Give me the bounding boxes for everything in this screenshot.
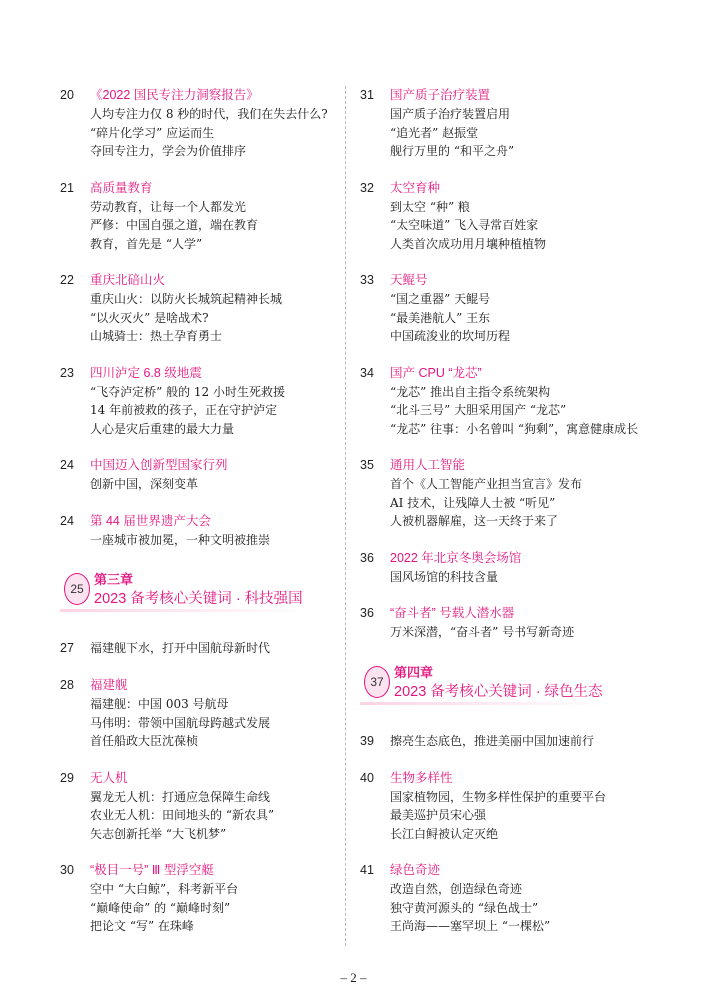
entry-subtitle[interactable]: 国产质子治疗装置启用 — [390, 107, 511, 121]
toc-entry[interactable] — [360, 271, 660, 346]
entry-subtitle[interactable]: 舰行万里的 “和平之舟” — [390, 144, 515, 158]
entry-subtitle[interactable]: 长江白鲟被认定灭绝 — [390, 826, 499, 841]
toc-entry-list — [360, 732, 660, 936]
entry-page-number: 36 — [360, 550, 374, 565]
entry-page-number: 36 — [360, 606, 374, 620]
entry-title[interactable]: 《2022 国民专注力洞察报告》 — [90, 88, 259, 102]
toc-entry[interactable] — [360, 732, 660, 751]
entry-body — [390, 604, 660, 642]
toc-entry[interactable] — [360, 604, 660, 642]
entry-page-number: 20 — [60, 88, 74, 102]
entry-title[interactable]: 国产 CPU “龙芯” — [390, 365, 482, 380]
entry-subtitle[interactable]: 14 年前被救的孩子，正在守护泸定 — [90, 403, 278, 417]
chapter-header — [60, 567, 330, 623]
entry-subtitle[interactable]: 福建舰：中国 003 号航母 — [90, 697, 229, 711]
entry-subtitle[interactable]: “飞夺泸定桥” 般的 12 小时生死救援 — [90, 384, 285, 399]
entry-body — [390, 769, 660, 844]
entry-subtitle[interactable]: “龙芯” 往事：小名曾叫 “狗剩”，寓意健康成长 — [390, 421, 639, 436]
entry-subtitle[interactable]: 把论文 “写” 在珠峰 — [90, 919, 194, 933]
toc-entry[interactable] — [360, 364, 660, 439]
entry-title[interactable]: 天鲲号 — [390, 273, 428, 287]
entry-subtitle[interactable]: 福建舰下水，打开中国航母新时代 — [90, 641, 271, 655]
entry-page-number: 40 — [360, 770, 374, 785]
entry-body — [390, 179, 660, 254]
toc-entry-list — [60, 639, 330, 936]
entry-body — [90, 769, 330, 844]
chapter-page-badge: 25 — [64, 573, 90, 605]
entry-page-number: 33 — [360, 273, 374, 287]
entry-title[interactable]: 福建舰 — [90, 678, 128, 692]
toc-entry[interactable] — [360, 549, 660, 587]
entry-subtitle[interactable]: 首个《人工智能产业担当宣言》发布 — [390, 477, 583, 491]
entry-subtitle[interactable]: 中国疏浚业的坎坷历程 — [390, 329, 511, 343]
entry-body — [90, 364, 330, 439]
entry-subtitle[interactable]: 到太空 “种” 粮 — [390, 199, 470, 214]
entry-subtitle[interactable]: 翼龙无人机：打通应急保障生命线 — [90, 789, 271, 804]
toc-entry[interactable] — [60, 512, 330, 550]
entry-body — [90, 86, 330, 161]
entry-title[interactable]: 太空育种 — [390, 180, 441, 195]
entry-body — [390, 861, 660, 936]
entry-subtitle[interactable]: “太空味道” 飞入寻常百姓家 — [390, 218, 539, 232]
entry-subtitle[interactable]: 最美巡护员宋心强 — [390, 808, 487, 822]
entry-subtitle[interactable]: 山城骑士：热土孕育勇士 — [90, 329, 223, 343]
entry-title[interactable]: 重庆北碚山火 — [90, 273, 166, 287]
chapter-title[interactable]: 2023 备考核心关键词 · 科技强国 — [94, 591, 303, 607]
entry-subtitle[interactable]: 王尚海——塞罕坝上 “一棵松” — [390, 919, 551, 933]
entry-body — [390, 732, 660, 751]
toc-entry[interactable] — [60, 639, 330, 658]
entry-subtitle[interactable]: 国家植物园，生物多样性保护的重要平台 — [390, 789, 607, 804]
entry-page-number: 34 — [360, 365, 374, 380]
entry-page-number: 41 — [360, 863, 374, 877]
entry-subtitle[interactable]: AI 技术，让残障人士被 “听见” — [390, 495, 556, 510]
toc-entry[interactable] — [60, 676, 330, 751]
entry-title[interactable]: 通用人工智能 — [390, 458, 466, 472]
chapter-underline — [360, 702, 610, 705]
entry-page-number: 24 — [60, 458, 74, 472]
entry-title[interactable]: 四川泸定 6.8 级地震 — [90, 365, 202, 380]
entry-subtitle[interactable]: “巅峰使命” 的 “巅峰时刻” — [90, 900, 231, 915]
toc-entry[interactable] — [360, 179, 660, 254]
entry-subtitle[interactable]: “以火灭火” 是啥战术? — [90, 310, 209, 325]
toc-entry[interactable] — [60, 769, 330, 844]
chapter-title[interactable]: 2023 备考核心关键词 · 绿色生态 — [394, 683, 603, 700]
entry-page-number: 32 — [360, 180, 374, 195]
entry-subtitle[interactable]: 一座城市被加冕，一种文明被推崇 — [90, 532, 271, 547]
chapter-underline — [60, 609, 310, 612]
entry-subtitle[interactable]: 人心是灾后重建的最大力量 — [90, 421, 235, 436]
toc-entry-list — [360, 86, 660, 642]
entry-body — [90, 456, 330, 494]
entry-title[interactable]: 生物多样性 — [390, 770, 453, 785]
entry-subtitle[interactable]: 劳动教育，让每一个人都发光 — [90, 199, 247, 214]
entry-subtitle[interactable]: 矢志创新托举 “大飞机梦” — [90, 826, 227, 841]
column-divider — [345, 86, 346, 946]
entry-body — [90, 639, 330, 658]
toc-entry[interactable] — [60, 271, 330, 346]
toc-column-left — [60, 86, 330, 954]
toc-column-right — [360, 86, 660, 954]
toc-entry[interactable] — [360, 456, 660, 531]
entry-subtitle[interactable]: 独守黄河源头的 “绿色战士” — [390, 900, 539, 915]
entry-subtitle[interactable]: 首任船政大臣沈葆桢 — [90, 734, 199, 748]
entry-body — [390, 456, 660, 531]
entry-subtitle[interactable]: 人被机器解雇，这一天终于来了 — [390, 514, 559, 528]
entry-subtitle[interactable]: 农业无人机：田间地头的 “新农具” — [90, 808, 275, 822]
entry-body — [90, 179, 330, 254]
entry-title[interactable]: 中国迈入创新型国家行列 — [90, 458, 228, 472]
entry-title[interactable]: 无人机 — [90, 770, 128, 785]
entry-page-number: 31 — [360, 88, 374, 102]
entry-subtitle[interactable]: 空中 “大白鲸”，科考新平台 — [90, 882, 239, 896]
toc-entry[interactable] — [360, 86, 660, 161]
entry-subtitle[interactable]: 人均专注力仅 8 秒的时代，我们在失去什么? — [90, 107, 328, 121]
entry-page-number: 39 — [360, 733, 374, 748]
entry-page-number: 28 — [60, 678, 74, 692]
entry-page-number: 35 — [360, 458, 374, 472]
entry-body — [90, 676, 330, 751]
entry-subtitle[interactable]: 教育，首先是 “人学” — [90, 236, 203, 251]
entry-page-number: 30 — [60, 863, 74, 877]
toc-entry[interactable] — [60, 861, 330, 936]
entry-page-number: 23 — [60, 365, 74, 380]
entry-subtitle[interactable]: “国之重器” 天鲲号 — [390, 292, 491, 306]
toc-entry[interactable] — [60, 179, 330, 254]
entry-body — [90, 271, 330, 346]
entry-title[interactable]: 2022 年北京冬奥会场馆 — [390, 550, 522, 565]
entry-page-number: 21 — [60, 180, 74, 195]
entry-subtitle[interactable]: 万米深潜，“奋斗者” 号书写新奇迹 — [390, 625, 575, 639]
toc-entry[interactable] — [360, 769, 660, 844]
entry-body — [90, 861, 330, 936]
entry-subtitle[interactable]: “龙芯” 推出自主指令系统架构 — [390, 384, 551, 399]
entry-page-number: 22 — [60, 273, 74, 287]
toc-entry-list — [60, 86, 330, 549]
entry-subtitle[interactable]: 擦亮生态底色，推进美丽中国加速前行 — [390, 733, 595, 748]
entry-subtitle[interactable]: “北斗三号” 大胆采用国产 “龙芯” — [390, 403, 567, 417]
entry-page-number: 29 — [60, 770, 74, 785]
chapter-page-badge: 37 — [364, 666, 390, 698]
entry-page-number: 24 — [60, 513, 74, 528]
entry-title[interactable]: “极目一号” Ⅲ 型浮空艇 — [90, 863, 214, 877]
entry-title[interactable]: “奋斗者” 号载人潜水器 — [390, 606, 515, 620]
entry-subtitle[interactable]: 重庆山火：以防火长城筑起精神长城 — [90, 292, 283, 306]
toc-entry[interactable] — [60, 364, 330, 439]
entry-subtitle[interactable]: 创新中国，深刻变革 — [90, 477, 199, 491]
entry-page-number: 27 — [60, 641, 74, 655]
entry-subtitle[interactable]: 夺回专注力，学会为价值排序 — [90, 144, 247, 158]
entry-body — [390, 549, 660, 587]
entry-title[interactable]: 绿色奇迹 — [390, 863, 441, 877]
entry-subtitle[interactable]: 人类首次成功用月壤种植植物 — [390, 236, 547, 251]
entry-body — [90, 512, 330, 550]
entry-subtitle[interactable]: 改造自然，创造绿色奇迹 — [390, 882, 523, 896]
entry-subtitle[interactable]: 严修：中国自强之道，端在教育 — [90, 218, 259, 232]
toc-entry[interactable] — [60, 456, 330, 494]
entry-body — [390, 364, 660, 439]
entry-body — [390, 271, 660, 346]
toc-entry[interactable] — [60, 86, 330, 161]
chapter-header — [360, 660, 660, 716]
chapter-label: 第三章 — [94, 572, 134, 587]
entry-title[interactable]: 国产质子治疗装置 — [390, 88, 491, 102]
entry-body — [390, 86, 660, 161]
page-number: – 2 – — [340, 970, 367, 985]
entry-subtitle[interactable]: “追光者” 赵振堂 — [390, 125, 479, 140]
chapter-label: 第四章 — [394, 664, 434, 680]
entry-subtitle[interactable]: “最美港航人” 王东 — [390, 310, 491, 325]
entry-title[interactable]: 第 44 届世界遗产大会 — [90, 513, 211, 528]
entry-subtitle[interactable]: 马伟明：带领中国航母跨越式发展 — [90, 715, 271, 730]
toc-entry[interactable] — [360, 861, 660, 936]
entry-subtitle[interactable]: “碎片化学习” 应运而生 — [90, 125, 215, 140]
entry-subtitle[interactable]: 国风场馆的科技含量 — [390, 569, 499, 584]
entry-title[interactable]: 高质量教育 — [90, 180, 153, 195]
